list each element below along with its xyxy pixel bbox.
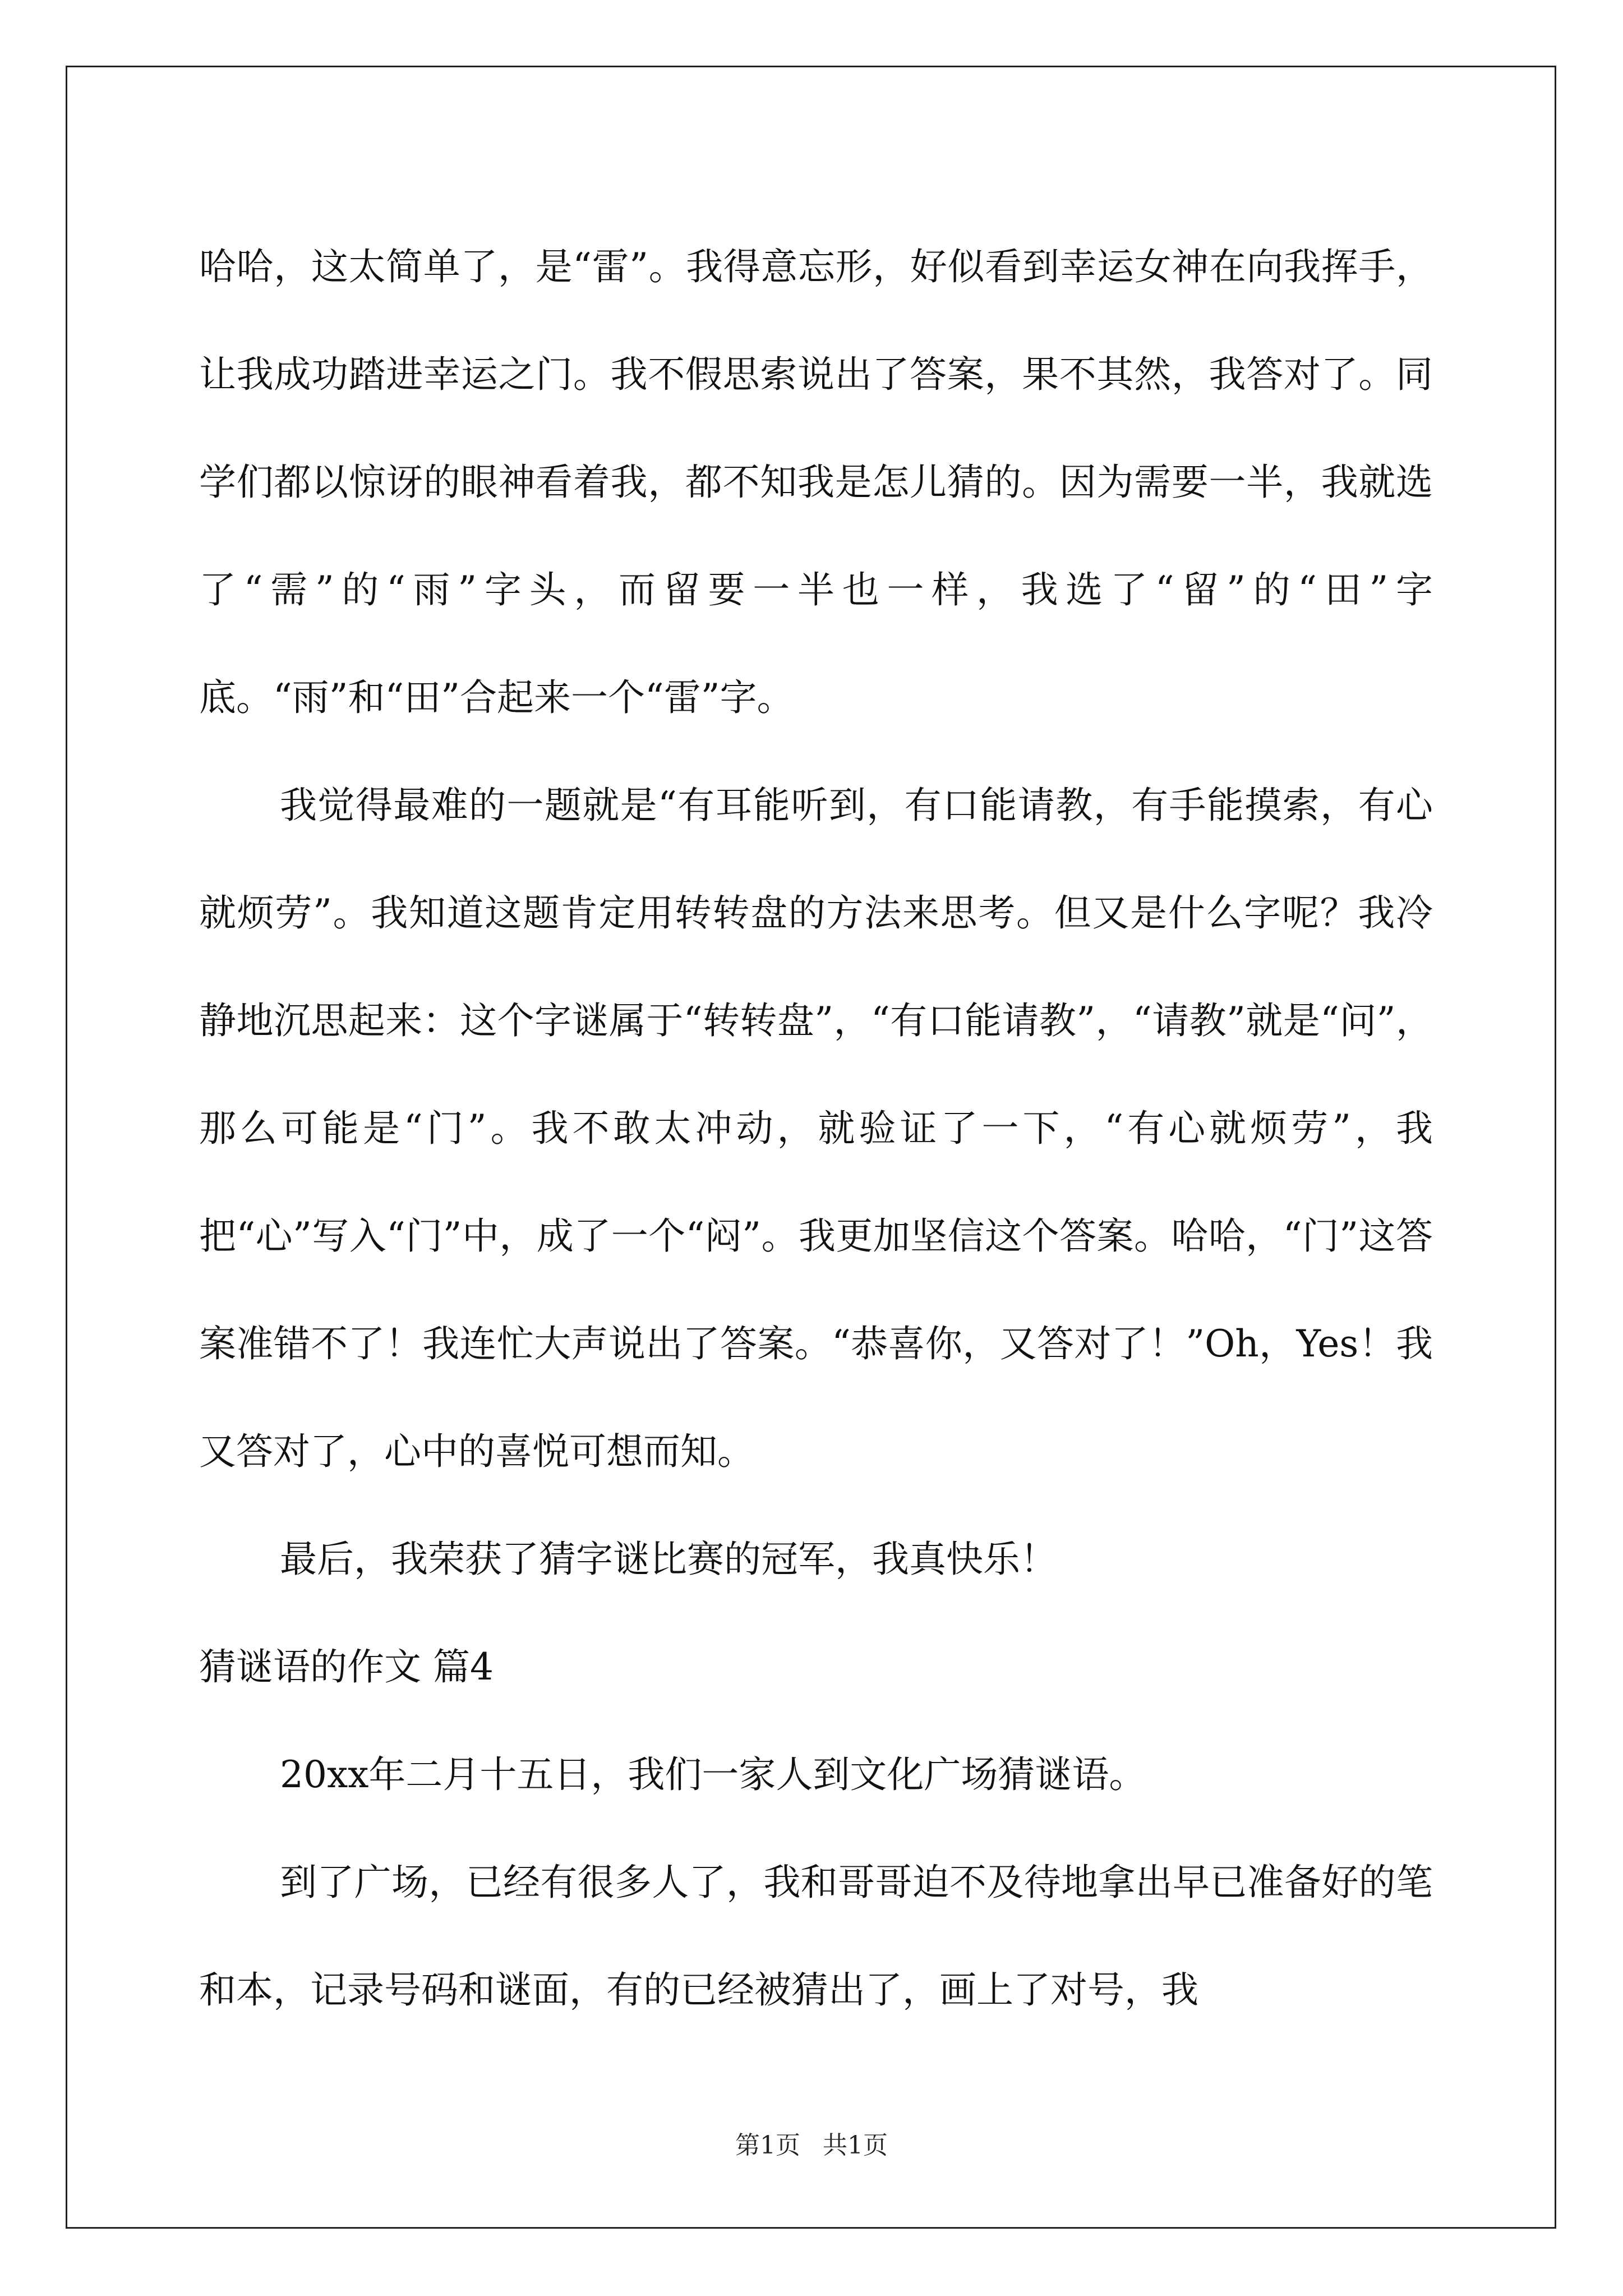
paragraph-2: 我觉得最难的一题就是“有耳能听到，有口能请教，有手能摸索，有心就烦劳”。我知道这题肯定用转转盘的方法来思考。但又是什么字呢？我冷静地沉思起来：这个字谜属于“转转盘”，“有口能请教”，“请教”就是“问”，那么可能是“门”。我不敢太冲动，就验证了一下，“有心就烦劳”，我把“心”写入“门”中，成了一个“闷”。我更加坚信这个答案。哈哈，“门”这答案准错不了！我连忙大声说出了答案。“恭喜你，又答对了！”Oh，Yes！我又答对了，心中的喜悦可想而知。	[199, 784, 1433, 1473]
paragraph-5: 到了广场，已经有很多人了，我和哥哥迫不及待地拿出早已准备好的笔和本，记录号码和谜面，有的已经被猜出了，画上了对号，我	[199, 1861, 1433, 2012]
section-heading: 猜谜语的作文 篇4	[199, 1645, 494, 1688]
paragraph-4: 20xx年二月十五日，我们一家人到文化广场猜谜语。	[280, 1753, 1146, 1796]
page-total: 共1页	[823, 2131, 888, 2160]
page-footer	[0, 2129, 1623, 2162]
paragraph-3: 最后，我荣获了猜字谜比赛的冠军，我真快乐！	[280, 1538, 1057, 1581]
document-body	[199, 213, 1433, 2044]
page-number: 第1页	[735, 2131, 800, 2160]
paragraph-1: 哈哈，这太简单了，是“雷”。我得意忘形，好似看到幸运女神在向我挥手，让我成功踏进幸运之门。我不假思索说出了答案，果不其然，我答对了。同学们都以惊讶的眼神看着我，都不知我是怎儿猜的。因为需要一半，我就选了“需”的“雨”字头，而留要一半也一样，我选了“留”的“田”字底。“雨”和“田”合起来一个“雷”字。	[199, 245, 1433, 719]
